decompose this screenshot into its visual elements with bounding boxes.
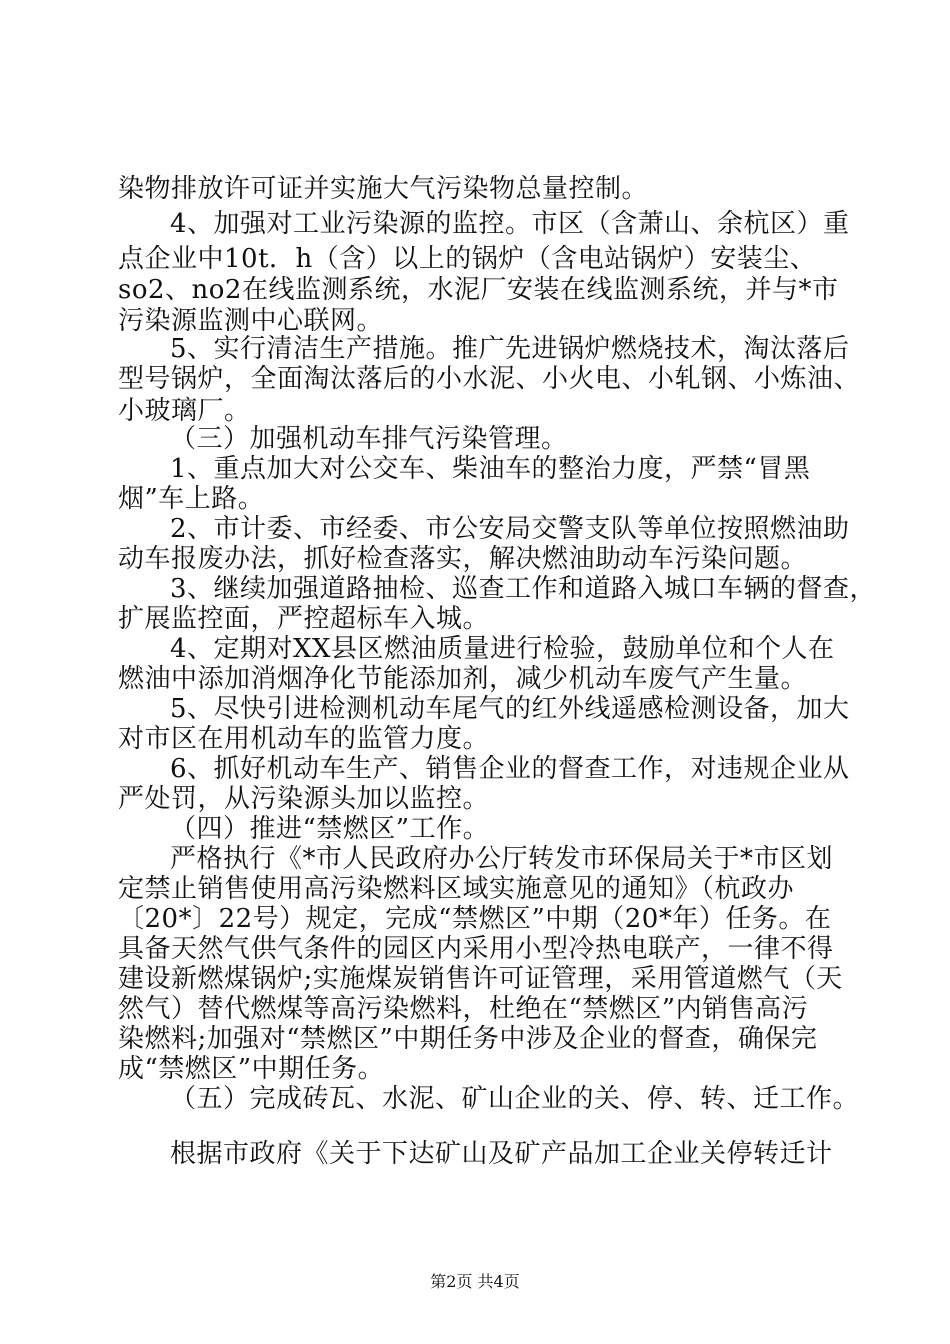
text-line: 扩展监控面，严控超标车入城。: [118, 604, 490, 634]
text-line: 5、尽快引进检测机动车尾气的红外线遥感检测设备，加大: [170, 694, 850, 724]
text-line: 2、市计委、市经委、市公安局交警支队等单位按照燃油助: [170, 514, 850, 544]
text-line: so2、no2在线监测系统，水泥厂安装在线监测系统，并与*市: [118, 275, 839, 305]
text-line: 1、重点加大对公交车、柴油车的整治力度，严禁“冒黑: [170, 454, 811, 484]
text-line: 成“禁燃区”中期任务。: [118, 1054, 385, 1084]
page-number-footer: 第2页 共4页: [430, 1272, 520, 1291]
text-line: 污染源监测中心联网。: [118, 306, 384, 336]
text-line: 点企业中10t．h（含）以上的锅炉（含电站锅炉）安装尘、: [118, 244, 817, 274]
text-line: 5、实行清洁生产措施。推广先进锅炉燃烧技术，淘汰落后: [170, 334, 850, 364]
text-line: 染物排放许可证并实施大气污染物总量控制。: [118, 174, 649, 204]
text-line: 根据市政府《关于下达矿山及矿产品加工企业关停转迁计: [170, 1139, 833, 1169]
text-line: 3、继续加强道路抽检、巡查工作和道路入城口车辆的督查，: [170, 574, 877, 604]
text-line: 4、加强对工业污染源的监控。市区（含萧山、余杭区）重: [170, 209, 850, 239]
text-line: 烟”车上路。: [118, 484, 265, 514]
text-line: 建设新燃煤锅炉;实施煤炭销售许可证管理，采用管道燃气（天: [118, 964, 843, 994]
section-heading: （三）加强机动车排气污染管理。: [170, 424, 568, 454]
text-line: 燃油中添加消烟净化节能添加剂，减少机动车废气产生量。: [118, 664, 808, 694]
text-line: 型号锅炉，全面淘汰落后的小水泥、小火电、小轧钢、小炼油、: [118, 364, 861, 394]
text-line: 小玻璃厂。: [118, 396, 251, 426]
text-line: 6、抓好机动车生产、销售企业的督查工作，对违规企业从: [170, 754, 850, 784]
text-line: 定禁止销售使用高污染燃料区域实施意见的通知》（杭政办: [118, 874, 795, 904]
section-heading: （四）推进“禁燃区”工作。: [170, 814, 490, 844]
text-line: 〔20*〕22号）规定，完成“禁燃区”中期（20*年）任务。在: [118, 904, 832, 934]
text-line: 具备天然气供气条件的园区内采用小型冷热电联产，一律不得: [118, 934, 834, 964]
text-line: 严格执行《*市人民政府办公厅转发市环保局关于*市区划: [170, 844, 834, 874]
text-line: 4、定期对XX县区燃油质量进行检验，鼓励单位和个人在: [170, 634, 835, 664]
text-line: 染燃料;加强对“禁燃区”中期任务中涉及企业的督查，确保完: [118, 1024, 818, 1054]
text-line: 然气）替代燃煤等高污染燃料，杜绝在“禁燃区”内销售高污: [118, 994, 809, 1024]
text-line: 动车报废办法，抓好检查落实，解决燃油助动车污染问题。: [118, 544, 808, 574]
text-line: 严处罚，从污染源头加以监控。: [118, 784, 490, 814]
section-heading: （五）完成砖瓦、水泥、矿山企业的关、停、转、迁工作。: [170, 1084, 860, 1114]
text-line: 对市区在用机动车的监管力度。: [118, 724, 490, 754]
